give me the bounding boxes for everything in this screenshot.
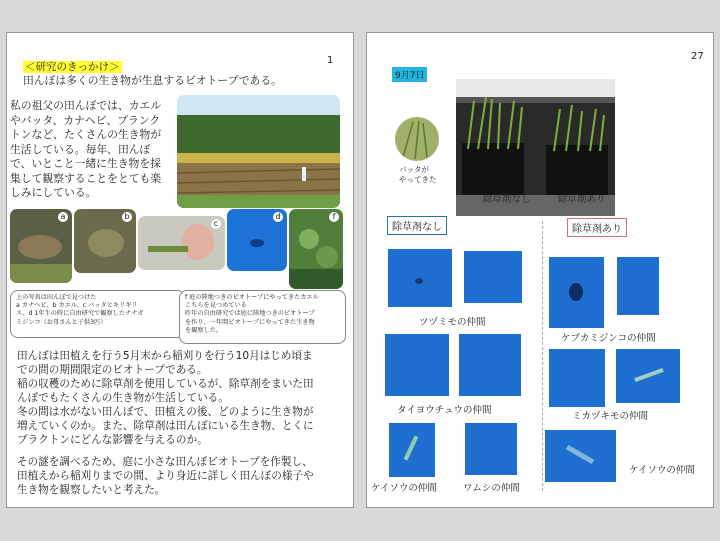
label-no-herbicide: 除草剤なし bbox=[483, 194, 531, 205]
micrograph-mikazukimo-2 bbox=[616, 349, 680, 403]
label-wamushi: ワムシの仲間 bbox=[463, 483, 520, 494]
micrograph-wamushi bbox=[465, 423, 517, 475]
label-kebukamijinko: ケブカミジンコの仲間 bbox=[561, 333, 656, 344]
photo-f-frog: f bbox=[289, 209, 343, 289]
page-1 bbox=[6, 32, 354, 508]
micrograph-kebukamijinko-1 bbox=[549, 257, 604, 328]
date-label: 9月7日 bbox=[392, 67, 427, 82]
paragraph-2: 田んぼは田植えを行う5月末から稲刈りを行う10月はじめ頃ま での間の期間限定のビオトープである。 稲の収穫のために除草剤を使用しているが、除草剤をまいた田 んぼでもたくさんの生き物が生活している。 冬の間は水がない田んぼで、田植えの後、どのように生き物が 増えていくのか。また、除草剤は田んぼにいる生き物、とくに プラクトンにどんな影響を与えるのか。 bbox=[17, 350, 314, 446]
label-mikazukimo: ミカヅキモの仲間 bbox=[572, 411, 649, 422]
photo-b-frog: b bbox=[74, 209, 136, 273]
paragraph-3: その謎を調べるため、庭に小さな田んぼビオトープを作製し、 田植えから稲刈りまでの間、より身近に詳しく田んぼの様子や 生き物を観察したいと考えた。 bbox=[17, 456, 314, 496]
section-no-herbicide: 除草剤なし bbox=[387, 216, 447, 235]
label-keisou: ケイソウの仲間 bbox=[371, 483, 437, 494]
paragraph-1: 私の祖父の田んぼでは、カエル やバッタ、カナヘビ、プランク トンなど、たくさんの生き物が 生活している。毎年、田んぼ で、いとこと一緒に生き物を採 集して観察することをとても楽 しみにしている。 bbox=[10, 99, 162, 199]
label-tsuzumimo: ツヅミモの仲間 bbox=[419, 317, 486, 328]
micrograph-tsuzumimo-1 bbox=[388, 249, 452, 307]
photo-c-grasshopper: c bbox=[138, 216, 225, 270]
section-heading: ＜研究のきっかけ＞ bbox=[25, 61, 120, 73]
section-with-herbicide: 除草剤あり bbox=[567, 218, 627, 237]
micrograph-taiyouchuu-1 bbox=[385, 334, 449, 396]
divider bbox=[542, 221, 543, 491]
rice-field-photo bbox=[177, 95, 340, 208]
micrograph-tsuzumimo-2 bbox=[464, 251, 522, 303]
grasshopper-photo bbox=[395, 117, 439, 161]
intro-text: 田んぼは多くの生き物が生息するビオトープである。 bbox=[23, 74, 282, 87]
photo-a-lizard: a bbox=[10, 209, 72, 283]
page-number: 27 bbox=[691, 51, 704, 62]
label-taiyouchuu: タイヨウチュウの仲間 bbox=[397, 405, 492, 416]
micrograph-keisou bbox=[389, 423, 435, 477]
photo-d-daphnia: d bbox=[227, 209, 287, 271]
micrograph-taiyouchuu-2 bbox=[459, 334, 521, 396]
page-number: 1 bbox=[327, 55, 334, 66]
micrograph-kebukamijinko-2 bbox=[617, 257, 659, 315]
label-keisou-2: ケイソウの仲間 bbox=[629, 465, 695, 476]
micrograph-mikazukimo-1 bbox=[549, 349, 605, 407]
page-27 bbox=[366, 32, 714, 508]
grasshopper-caption: バッタが やってきた bbox=[399, 165, 437, 184]
micrograph-keisou-2 bbox=[545, 430, 616, 482]
caption-right: f 庭の陸地つきのビオトープにやってきたカエル こちらを見つめている 昨年の自由研究では庭に陸地つきのビオトープ を作り、一年間ビオトープにやってきた生き物 を観察した。 bbox=[179, 290, 346, 344]
caption-left: 上の写真は田んぼで見つけた a カナヘビ、b カエル、c バッタとキリギリ ス、d 1年生の時に自由研究で観察したナナガ ミジンコ（お母さんと子供3匹） bbox=[10, 290, 185, 338]
label-with-herbicide: 除草剤あり bbox=[558, 194, 606, 205]
